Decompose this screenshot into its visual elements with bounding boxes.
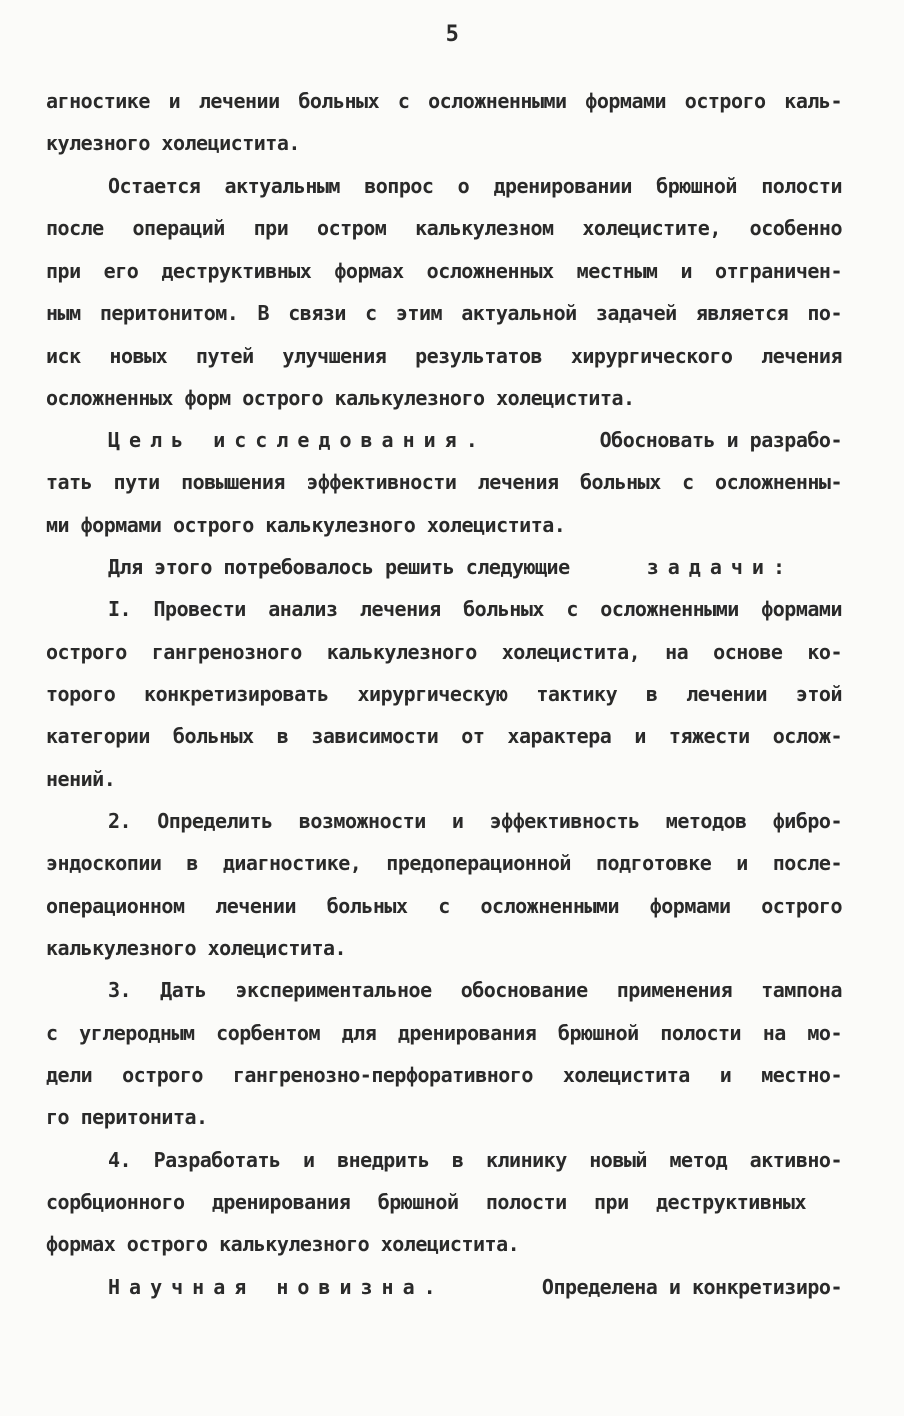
text-line: формах острого калькулезного холецистита. bbox=[46, 1232, 520, 1256]
section-heading-tasks: задачи: bbox=[646, 555, 794, 579]
text-line: дели острого гангренозно-перфоративного холецистита и местно- bbox=[46, 1063, 842, 1087]
section-heading-novelty: Научная новизна. bbox=[108, 1275, 445, 1299]
text-line: Остается актуальным вопрос о дренировании брюшной полости bbox=[108, 174, 842, 198]
text-line: эндоскопии в диагностике, предоперационной подготовке и после- bbox=[46, 851, 842, 875]
text-line: торого конкретизировать хирургическую тактику в лечении этой bbox=[46, 682, 842, 706]
section-heading-goal: Цель исследования. bbox=[108, 428, 487, 452]
text-line: осложненных форм острого калькулезного холецистита. bbox=[46, 386, 635, 410]
text-line: кулезного холецистита. bbox=[46, 131, 300, 155]
text-line: агностике и лечении больных с осложненными формами острого каль- bbox=[46, 89, 842, 113]
text-line: после операций при остром калькулезном холецистите, особенно bbox=[46, 216, 842, 240]
text-line: с углеродным сорбентом для дренирования брюшной полости на мо- bbox=[46, 1021, 842, 1045]
novelty-heading-line bbox=[108, 1272, 842, 1302]
task-2-line: 2. Определить возможности и эффективность методов фибро- bbox=[108, 809, 842, 833]
goal-heading-line bbox=[108, 425, 842, 455]
page-number: 5 bbox=[445, 22, 459, 47]
text-line: операционном лечении больных с осложненными формами острого bbox=[46, 894, 842, 918]
text-line: калькулезного холецистита. bbox=[46, 936, 347, 960]
text-line: нений. bbox=[46, 767, 116, 791]
task-4-line: 4. Разработать и внедрить в клинику новый метод активно- bbox=[108, 1148, 842, 1172]
text-line: категории больных в зависимости от характера и тяжести ослож- bbox=[46, 724, 842, 748]
text-line-rest: Определена и конкретизиро- bbox=[530, 1275, 842, 1299]
task-1-line: I. Провести анализ лечения больных с осложненными формами bbox=[108, 597, 842, 621]
text-line: иск новых путей улучшения результатов хирургического лечения bbox=[46, 344, 842, 368]
text-line-rest: Обосновать и разрабо- bbox=[588, 428, 842, 452]
tasks-intro-line bbox=[108, 552, 794, 582]
text-line-lead: Для этого потребовалось решить следующие bbox=[108, 555, 570, 579]
text-line: сорбционного дренирования брюшной полости при деструктивных bbox=[46, 1190, 806, 1214]
text-line: го перитонита. bbox=[46, 1105, 208, 1129]
text-line: ми формами острого калькулезного холецистита. bbox=[46, 513, 566, 537]
text-line: ным перитонитом. В связи с этим актуальной задачей является по- bbox=[46, 301, 842, 325]
task-3-line: 3. Дать экспериментальное обоснование применения тампона bbox=[108, 978, 842, 1002]
text-line: при его деструктивных формах осложненных местным и отграничен- bbox=[46, 259, 842, 283]
text-line: тать пути повышения эффективности лечения больных с осложненны- bbox=[46, 470, 842, 494]
text-line: острого гангренозного калькулезного холецистита, на основе ко- bbox=[46, 640, 842, 664]
